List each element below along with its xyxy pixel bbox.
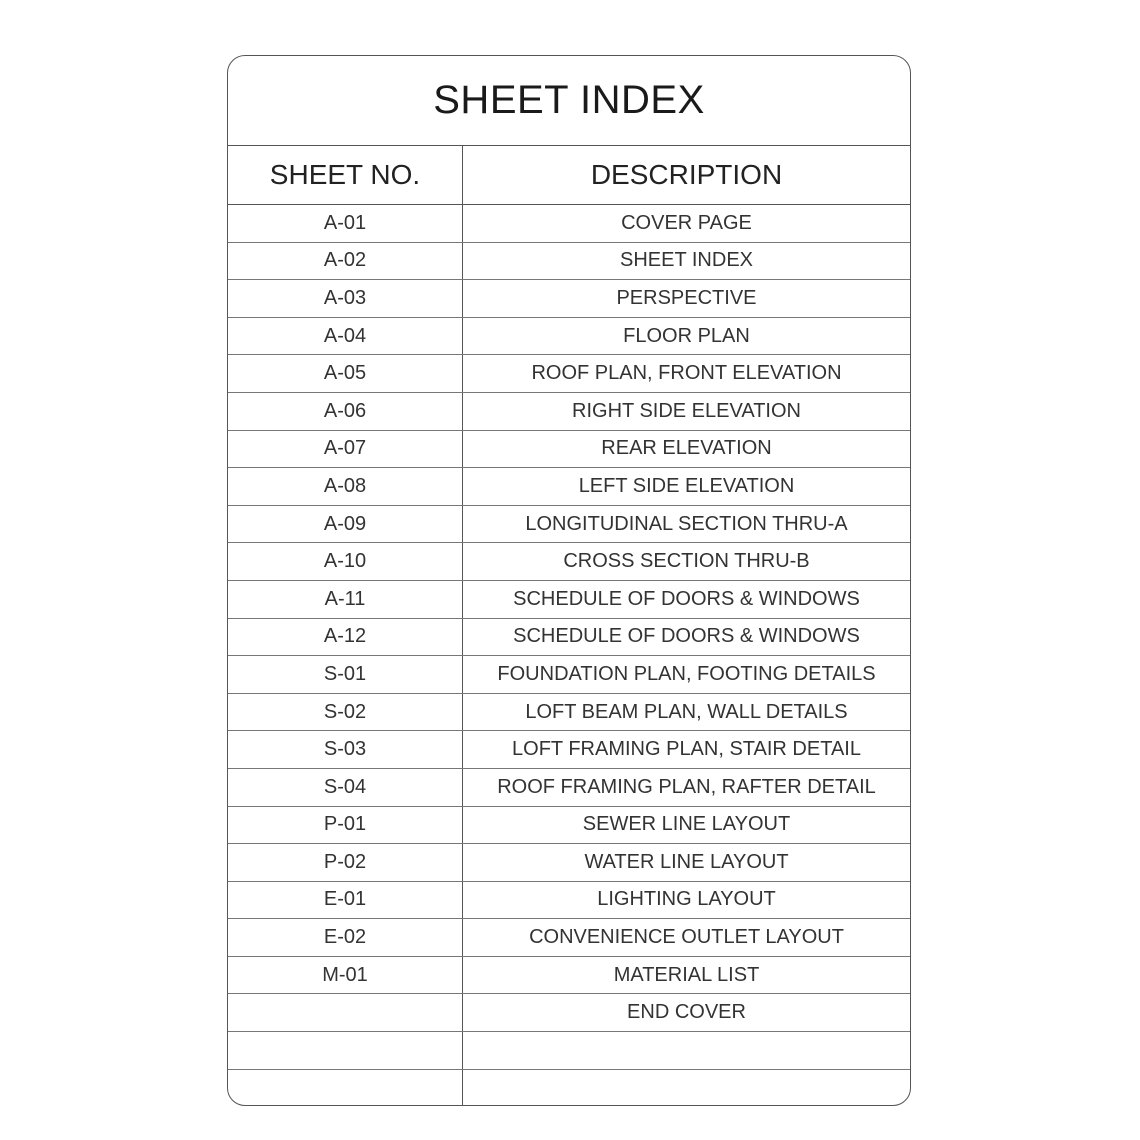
table-row [228, 656, 910, 694]
sheet-no-cell: S-04 [228, 769, 463, 806]
table-row [228, 994, 910, 1032]
sheet-no-cell [228, 994, 463, 1031]
table-row [228, 506, 910, 544]
table-row [228, 694, 910, 732]
sheet-no-cell: S-01 [228, 656, 463, 693]
header-row [228, 146, 910, 205]
sheet-no-cell: A-11 [228, 581, 463, 618]
sheet-no-cell: A-02 [228, 243, 463, 280]
table-title: SHEET INDEX [228, 56, 910, 146]
description-cell: ROOF PLAN, FRONT ELEVATION [531, 362, 842, 385]
header-sheet-no: SHEET NO. [228, 146, 463, 204]
sheet-no-cell: A-07 [228, 431, 463, 468]
table-body [228, 205, 910, 1106]
description-cell: END COVER [627, 1001, 746, 1024]
sheet-no-cell: A-09 [228, 506, 463, 543]
table-row [228, 619, 910, 657]
description-cell: LOFT FRAMING PLAN, STAIR DETAIL [512, 738, 861, 761]
sheet-no-cell: A-01 [228, 205, 463, 242]
sheet-no-cell: A-12 [228, 619, 463, 656]
description-cell: SHEET INDEX [620, 249, 753, 272]
table-row [228, 431, 910, 469]
description-cell: CROSS SECTION THRU-B [563, 550, 810, 573]
table-row [228, 882, 910, 920]
sheet-no-cell: E-01 [228, 882, 463, 919]
description-cell: LONGITUDINAL SECTION THRU-A [525, 512, 848, 535]
table-row [228, 355, 910, 393]
description-cell: PERSPECTIVE [616, 286, 757, 309]
description-cell: REAR ELEVATION [601, 437, 772, 460]
description-cell: FLOOR PLAN [623, 324, 750, 347]
sheet-no-cell: A-10 [228, 543, 463, 580]
description-cell: LOFT BEAM PLAN, WALL DETAILS [525, 700, 848, 723]
sheet-no-cell: M-01 [228, 957, 463, 994]
sheet-no-cell: P-02 [228, 844, 463, 881]
table-row [228, 1032, 910, 1070]
sheet-index-table [227, 55, 911, 1106]
table-row [228, 243, 910, 281]
sheet-no-cell: A-04 [228, 318, 463, 355]
sheet-no-cell: S-03 [228, 731, 463, 768]
table-row [228, 543, 910, 581]
description-cell: SCHEDULE OF DOORS & WINDOWS [513, 587, 860, 610]
table-row [228, 581, 910, 619]
description-cell [463, 1070, 910, 1106]
description-cell [463, 1032, 910, 1069]
description-cell: WATER LINE LAYOUT [584, 850, 789, 873]
sheet-no-cell: A-05 [228, 355, 463, 392]
sheet-no-cell [228, 1070, 463, 1106]
description-cell: ROOF FRAMING PLAN, RAFTER DETAIL [497, 775, 876, 798]
description-cell: SEWER LINE LAYOUT [582, 813, 791, 836]
sheet-no-cell: S-02 [228, 694, 463, 731]
table-row [228, 844, 910, 882]
description-cell: RIGHT SIDE ELEVATION [572, 399, 801, 422]
sheet-no-cell: E-02 [228, 919, 463, 956]
description-cell: LIGHTING LAYOUT [597, 888, 776, 911]
sheet-no-cell: A-06 [228, 393, 463, 430]
table-row [228, 769, 910, 807]
description-cell: FOUNDATION PLAN, FOOTING DETAILS [497, 662, 876, 685]
description-cell: SCHEDULE OF DOORS & WINDOWS [513, 625, 860, 648]
table-row [228, 393, 910, 431]
table-row [228, 919, 910, 957]
table-row [228, 280, 910, 318]
table-row [228, 205, 910, 243]
sheet-no-cell [228, 1032, 463, 1069]
description-cell: LEFT SIDE ELEVATION [578, 474, 795, 497]
sheet-no-cell: P-01 [228, 807, 463, 844]
table-row [228, 1070, 910, 1106]
description-cell: MATERIAL LIST [613, 963, 760, 986]
table-row [228, 957, 910, 995]
table-row [228, 807, 910, 845]
table-row [228, 731, 910, 769]
sheet-no-cell: A-08 [228, 468, 463, 505]
description-cell: COVER PAGE [621, 211, 752, 234]
sheet-no-cell: A-03 [228, 280, 463, 317]
description-cell: CONVENIENCE OUTLET LAYOUT [529, 926, 844, 949]
table-row [228, 468, 910, 506]
header-description: DESCRIPTION [590, 159, 783, 190]
table-row [228, 318, 910, 356]
